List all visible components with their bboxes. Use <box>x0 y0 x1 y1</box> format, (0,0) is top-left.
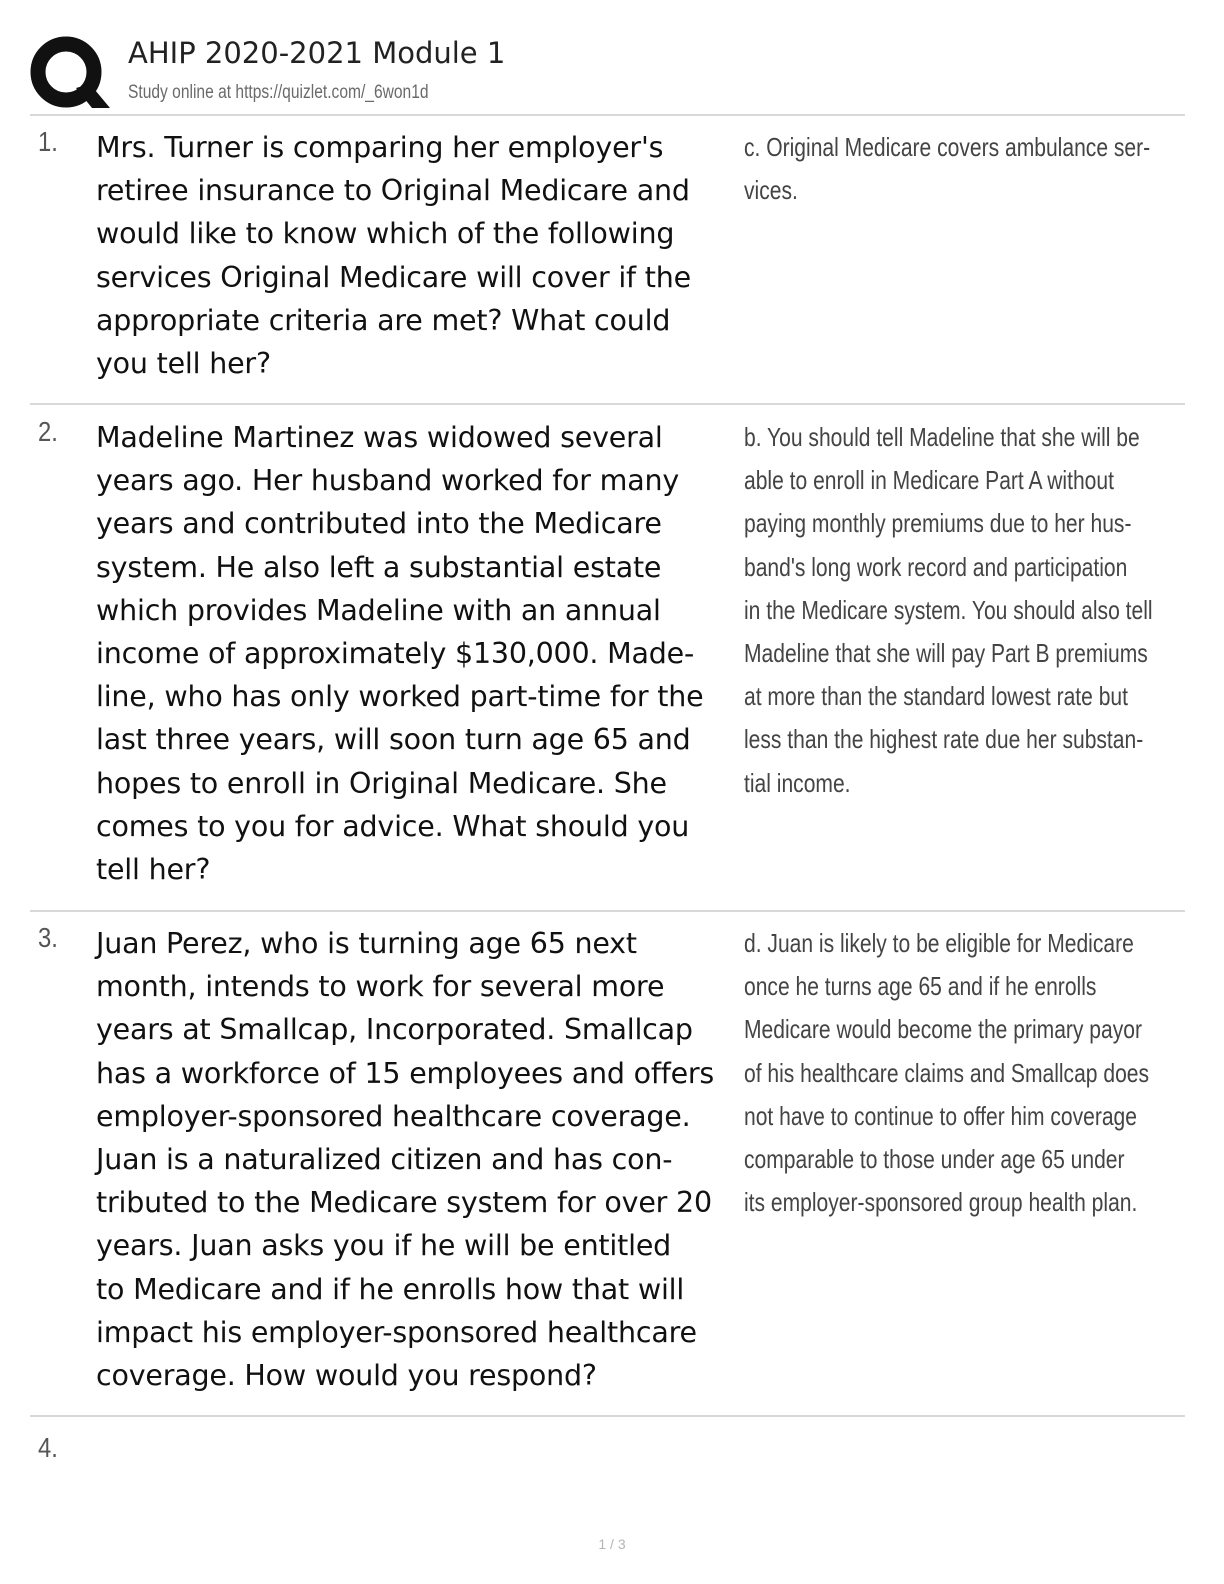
quizlet-logo-icon <box>30 34 110 114</box>
card-number: 4. <box>38 1432 58 1463</box>
card-question: Madeline Martinez was widowed several years ago. Her husband worked for many years and contributed into the Medicare system. He also left a substantial estate which provides Madeline with an annual income of approximately $130,000. Made- line, who has only worked part-time for the last three years, will soon turn age 65 and hopes to enroll in Original Medicare. She comes to you for advice. What should you tell her? <box>96 421 704 887</box>
divider <box>30 1415 1185 1417</box>
divider <box>30 114 1185 116</box>
card-number: 1. <box>38 126 58 157</box>
card-number: 2. <box>38 416 58 447</box>
flashcard <box>30 126 1185 396</box>
card-answer: b. You should tell Madeline that she will be able to enroll in Medicare Part A without paying monthly premiums due to her hus- band's long work record and participation in the Medicare system. You should also tell Madeline that she will pay Part B premiums at more than the standard lowest rate but less than the highest rate due her substan- tial income. <box>744 422 1153 798</box>
page-title: AHIP 2020-2021 Module 1 <box>128 36 506 70</box>
page-number: 1 / 3 <box>598 1536 626 1552</box>
study-link[interactable]: Study online at https://quizlet.com/_6won1d <box>128 82 429 103</box>
card-answer: c. Original Medicare covers ambulance ser- vices. <box>744 132 1151 206</box>
divider <box>30 910 1185 912</box>
card-question: Juan Perez, who is turning age 65 next month, intends to work for several more years at Smallcap, Incorporated. Smallcap has a workforce of 15 employees and offers employer-sponsored healthcare coverage. Juan is a naturalized citizen and has con- tributed to the Medicare system for over 20 years. Juan asks you if he will be entitled to Medicare and if he enrolls how that will impact his employer-sponsored healthcare coverage. How would you respond? <box>96 927 715 1393</box>
card-answer: d. Juan is likely to be eligible for Medicare once he turns age 65 and if he enrolls Medicare would become the primary payor of his healthcare claims and Smallcap does not have to continue to offer him coverage comparable to those under age 65 under its employer-sponsored group health plan. <box>744 928 1150 1218</box>
flashcard <box>30 922 1185 1406</box>
page-header <box>30 28 1185 114</box>
divider <box>30 403 1185 405</box>
card-question: Mrs. Turner is comparing her employer's retiree insurance to Original Medicare and would like to know which of the following services Original Medicare will cover if the appropriate criteria are met? What could you tell her? <box>96 131 691 381</box>
flashcard <box>30 416 1185 900</box>
flashcard <box>30 1432 1185 1492</box>
card-number: 3. <box>38 922 58 953</box>
